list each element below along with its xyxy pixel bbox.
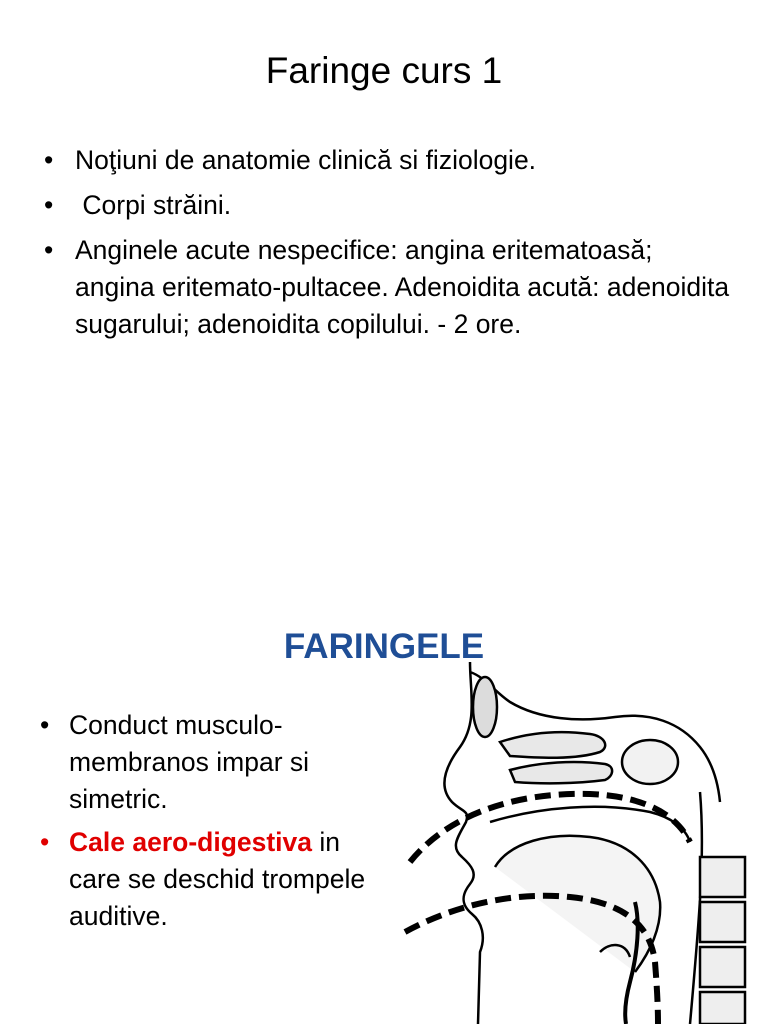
slide-title: FARINGELE	[283, 627, 485, 666]
slide-title: Faringe curs 1	[265, 50, 503, 91]
list-item: • Conduct musculo-membranos impar si simetric.	[36, 707, 396, 818]
slide-2	[0, 512, 768, 1024]
pharynx-illustration	[400, 652, 768, 1024]
list-item: • Anginele acute nespecifice: angina eritematoasă; angina eritemato-pultacee. Adenoidita acută: adenoidita sugarului; adenoidita copilului. - 2 ore.	[40, 232, 730, 343]
bullet-icon: •	[44, 235, 54, 265]
bullet-list	[36, 707, 396, 941]
bullet-icon: •	[44, 145, 54, 175]
bullet-list	[40, 142, 730, 351]
list-item: • Noţiuni de anatomie clinică si fiziologie.	[40, 142, 730, 179]
bullet-icon: •	[40, 827, 50, 857]
highlight-text: Cale aero-digestiva	[69, 827, 313, 857]
list-item: • Cale aero-digestiva in care se deschid trompele auditive.	[36, 824, 396, 935]
bullet-icon: •	[44, 190, 54, 220]
list-item: • Corpi străini.	[40, 187, 730, 224]
bullet-icon: •	[40, 710, 50, 740]
